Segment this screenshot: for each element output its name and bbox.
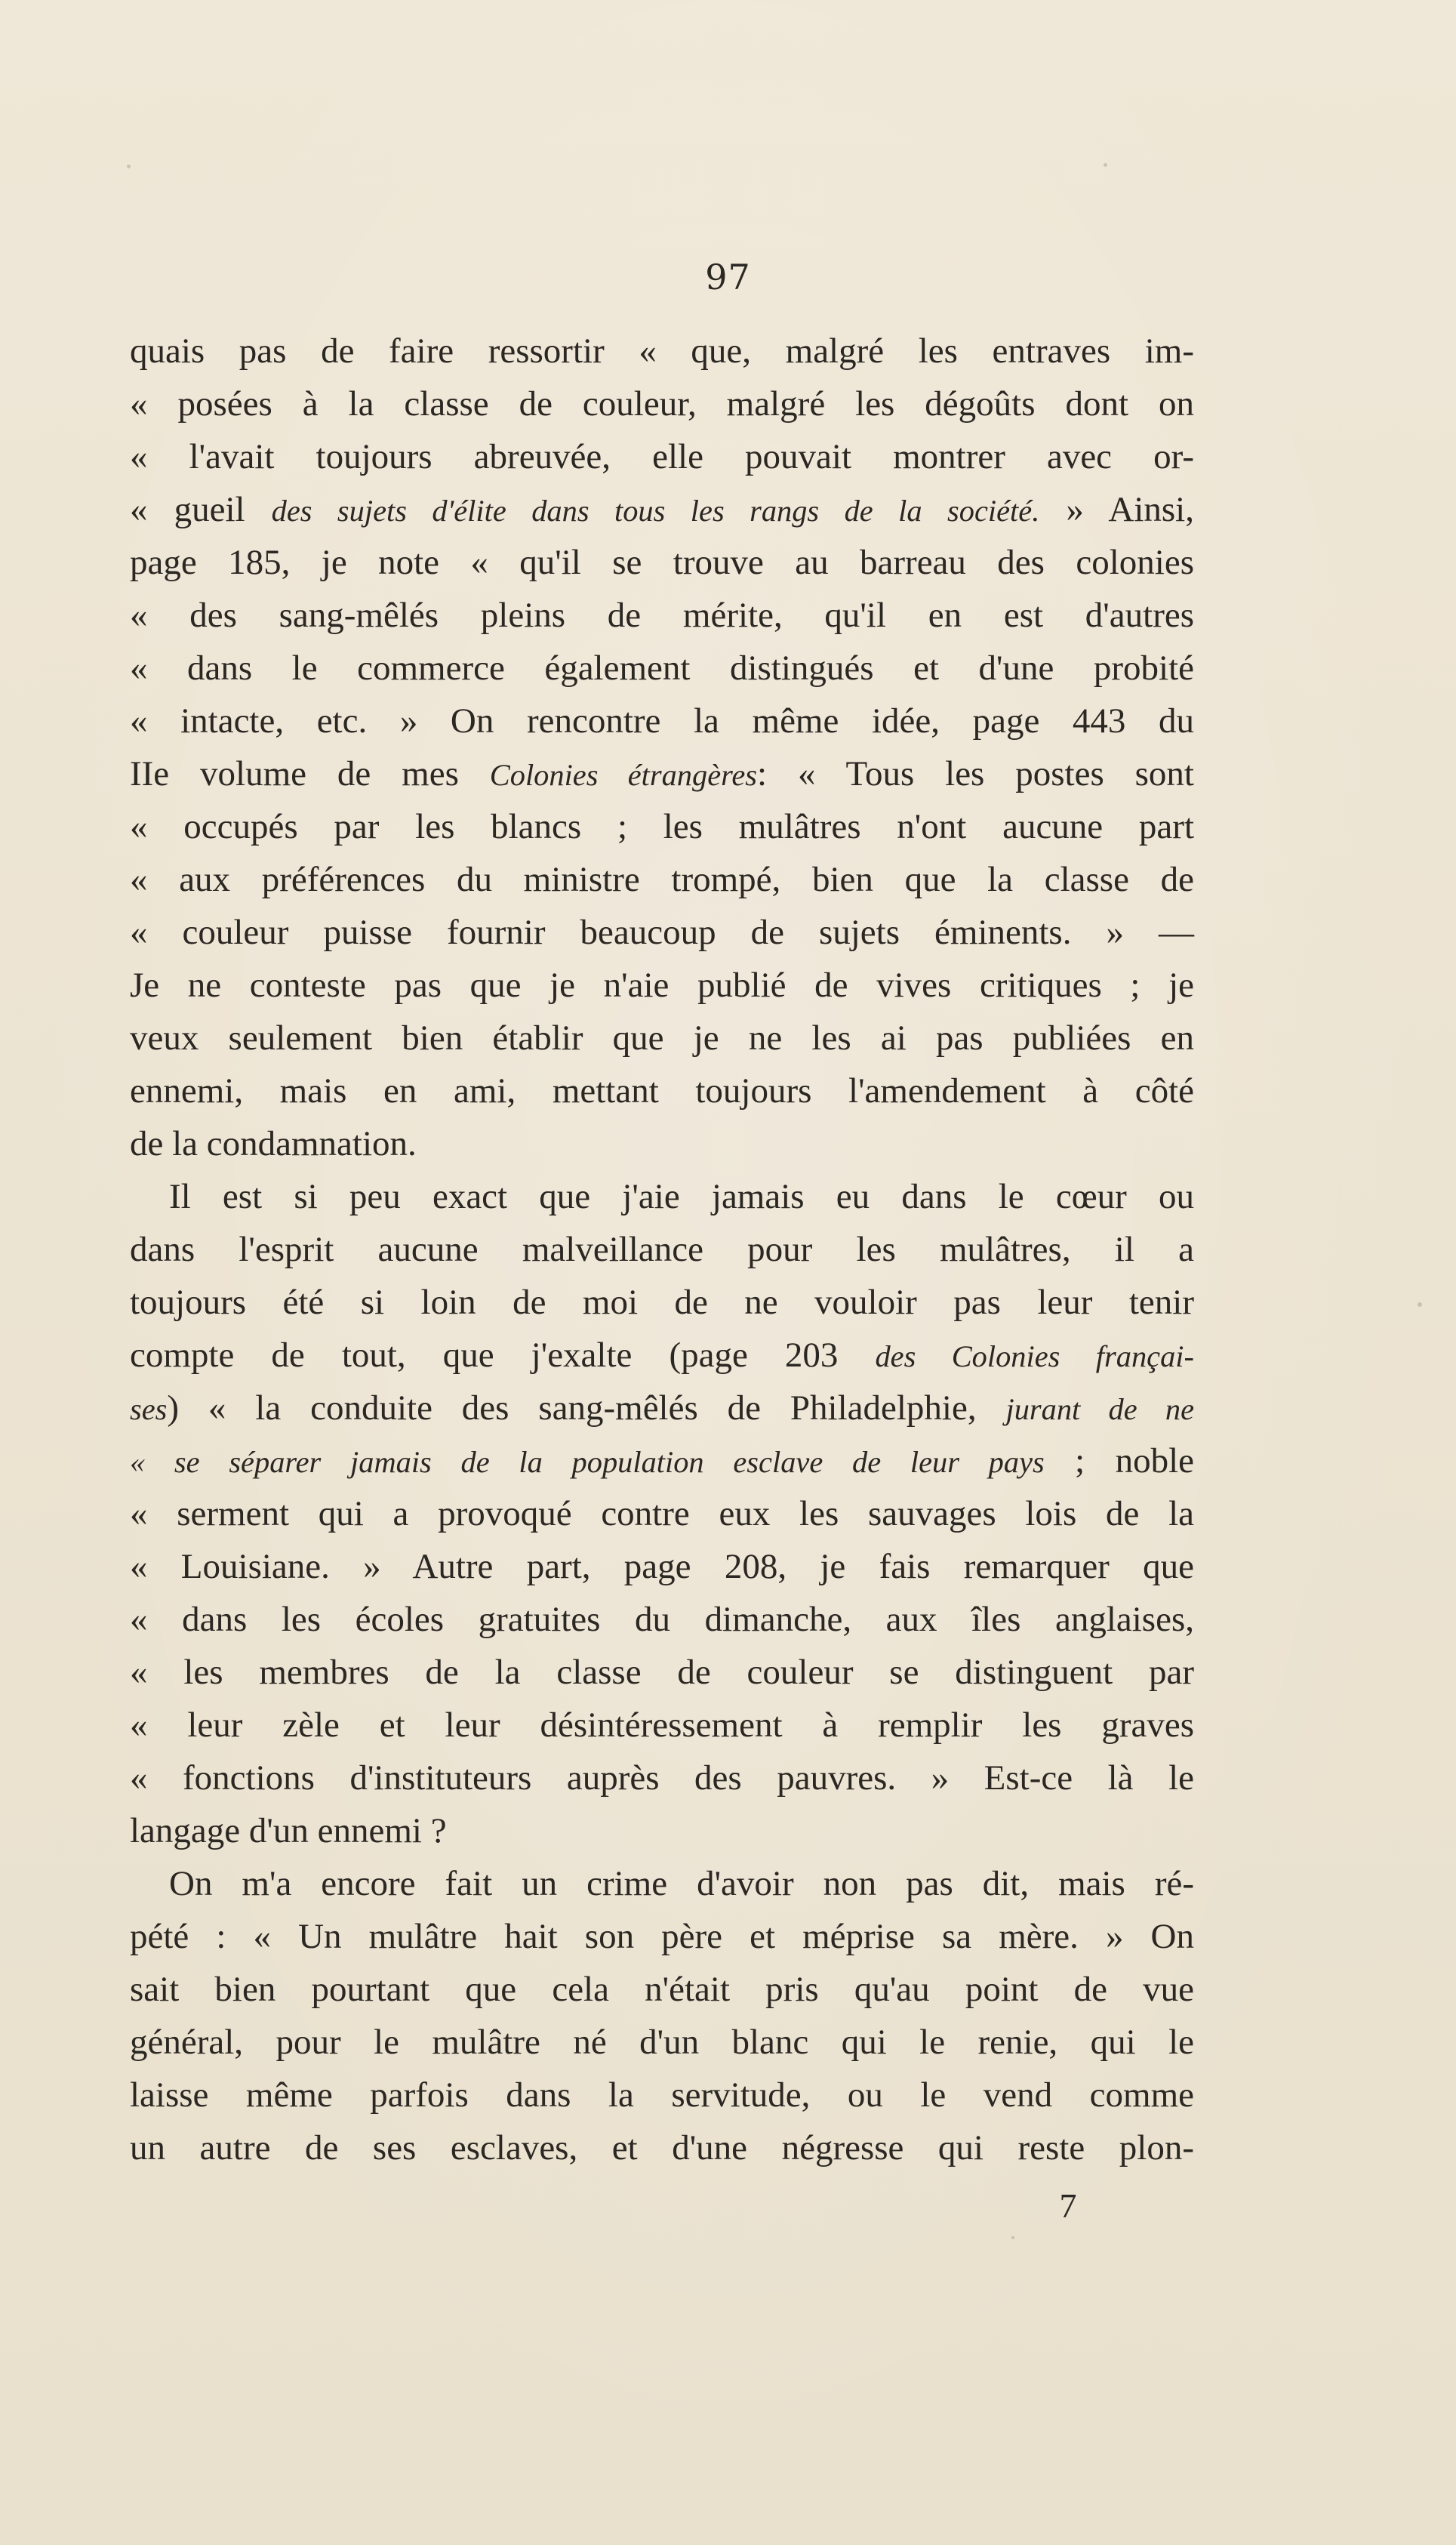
text-line <box>130 1065 1194 1117</box>
text-segment: « occupés par les blancs ; les mulâtres n'ont aucune part <box>130 807 1194 846</box>
text-segment: « couleur puisse fournir beaucoup de sujets éminents. » — <box>130 913 1194 952</box>
text-segment: veux seulement bien établir que je ne les ai pas publiées en <box>130 1018 1194 1058</box>
text-segment: de la condamnation. <box>130 1124 417 1163</box>
text-segment: « fonctions d'instituteurs auprès des pauvres. » Est-ce là le <box>130 1758 1194 1798</box>
text-line <box>130 325 1194 377</box>
text-line <box>130 906 1194 959</box>
text-segment: « dans le commerce également distingués et d'une probité <box>130 649 1194 688</box>
text-segment: « Louisiane. » Autre part, page 208, je fais remarquer que <box>130 1547 1194 1586</box>
text-line <box>130 2069 1194 2121</box>
text-line <box>130 1593 1194 1646</box>
text-segment: compte de tout, que j'exalte (page 203 <box>130 1336 876 1375</box>
paper-speck <box>1011 2236 1014 2239</box>
text-segment: : « Tous les postes sont <box>757 754 1194 793</box>
text-segment: Il est si peu exact que j'aie jamais eu dans le cœur ou <box>169 1177 1194 1216</box>
text-line <box>130 377 1194 430</box>
text-segment: « serment qui a provoqué contre eux les sauvages lois de la <box>130 1494 1194 1533</box>
text-line <box>130 589 1194 642</box>
text-segment: sait bien pourtant que cela n'était pris qu'au point de vue <box>130 1970 1194 2009</box>
text-segment: langage d'un ennemi ? <box>130 1811 447 1850</box>
text-line <box>130 1910 1194 1963</box>
text-segment: « l'avait toujours abreuvée, elle pouvait montrer avec or- <box>130 437 1194 476</box>
text-segment: On m'a encore fait un crime d'avoir non pas dit, mais ré- <box>169 1864 1194 1903</box>
text-line <box>130 1276 1194 1329</box>
text-line <box>130 1487 1194 1540</box>
italic-segment: jurant de ne <box>1005 1392 1195 1426</box>
text-segment: « leur zèle et leur désintéressement à remplir les graves <box>130 1705 1194 1745</box>
text-line <box>130 695 1194 747</box>
text-segment: « posées à la classe de couleur, malgré les dégoûts dont on <box>130 384 1194 424</box>
text-line <box>130 1434 1194 1487</box>
text-line <box>130 1646 1194 1699</box>
text-segment: « aux préférences du ministre trompé, bien que la classe de <box>130 860 1194 899</box>
text-line <box>130 1540 1194 1593</box>
text-line <box>130 1117 1194 1170</box>
text-segment: « gueil <box>130 490 272 529</box>
text-line <box>130 1857 1194 1910</box>
text-line <box>130 1963 1194 2016</box>
text-line <box>130 1382 1194 1434</box>
italic-segment: des sujets d'élite dans tous les rangs de la société. <box>271 494 1040 528</box>
text-line <box>130 2016 1194 2069</box>
text-line <box>130 2121 1194 2174</box>
text-line <box>130 430 1194 483</box>
text-line <box>130 1170 1194 1223</box>
text-segment: ; noble <box>1044 1441 1195 1480</box>
text-line <box>130 1804 1194 1857</box>
text-segment: toujours été si loin de moi de ne vouloir pas leur tenir <box>130 1283 1194 1322</box>
text-line <box>130 747 1194 800</box>
italic-segment: ses <box>130 1392 168 1426</box>
text-line <box>130 1752 1194 1804</box>
italic-segment: Colonies étrangères <box>489 758 758 792</box>
text-line <box>130 1223 1194 1276</box>
text-segment: quais pas de faire ressortir « que, malgré les entraves im- <box>130 331 1194 371</box>
text-segment: » Ainsi, <box>1039 490 1194 529</box>
text-segment: « des sang-mêlés pleins de mérite, qu'il en est d'autres <box>130 596 1194 635</box>
paper-speck <box>1418 1302 1422 1307</box>
page-number: 97 <box>705 257 751 297</box>
text-segment: page 185, je note « qu'il se trouve au barreau des colonies <box>130 543 1194 582</box>
text-segment: IIe volume de mes <box>130 754 490 793</box>
text-line <box>130 800 1194 853</box>
text-segment: Je ne conteste pas que je n'aie publié de vives critiques ; je <box>130 966 1194 1005</box>
text-line <box>130 853 1194 906</box>
text-line <box>130 1329 1194 1382</box>
text-segment: « dans les écoles gratuites du dimanche, aux îles anglaises, <box>130 1600 1194 1639</box>
text-segment: pété : « Un mulâtre hait son père et méprise sa mère. » On <box>130 1917 1194 1956</box>
text-line <box>130 642 1194 695</box>
italic-segment: des Colonies françai- <box>875 1339 1194 1373</box>
text-segment: général, pour le mulâtre né d'un blanc qui le renie, qui le <box>130 2023 1194 2062</box>
text-segment: dans l'esprit aucune malveillance pour les mulâtres, il a <box>130 1230 1194 1269</box>
text-line <box>130 536 1194 589</box>
paper-speck <box>127 165 131 168</box>
text-segment: laisse même parfois dans la servitude, ou le vend comme <box>130 2075 1194 2115</box>
text-segment: « intacte, etc. » On rencontre la même idée, page 443 du <box>130 701 1194 741</box>
text-line <box>130 1012 1194 1065</box>
paper-speck <box>1104 163 1107 167</box>
body-text <box>130 325 1194 2174</box>
text-segment: ) « la conduite des sang-mêlés de Philadelphie, <box>167 1388 1006 1428</box>
italic-segment: « se séparer jamais de la population esclave de leur pays <box>130 1445 1045 1479</box>
signature-mark: 7 <box>1059 2186 1077 2225</box>
text-segment: « les membres de la classe de couleur se distinguent par <box>130 1653 1194 1692</box>
text-segment: un autre de ses esclaves, et d'une négresse qui reste plon- <box>130 2128 1194 2168</box>
text-line <box>130 959 1194 1012</box>
text-line <box>130 1699 1194 1752</box>
text-segment: ennemi, mais en ami, mettant toujours l'amendement à côté <box>130 1071 1194 1111</box>
text-line <box>130 483 1194 536</box>
